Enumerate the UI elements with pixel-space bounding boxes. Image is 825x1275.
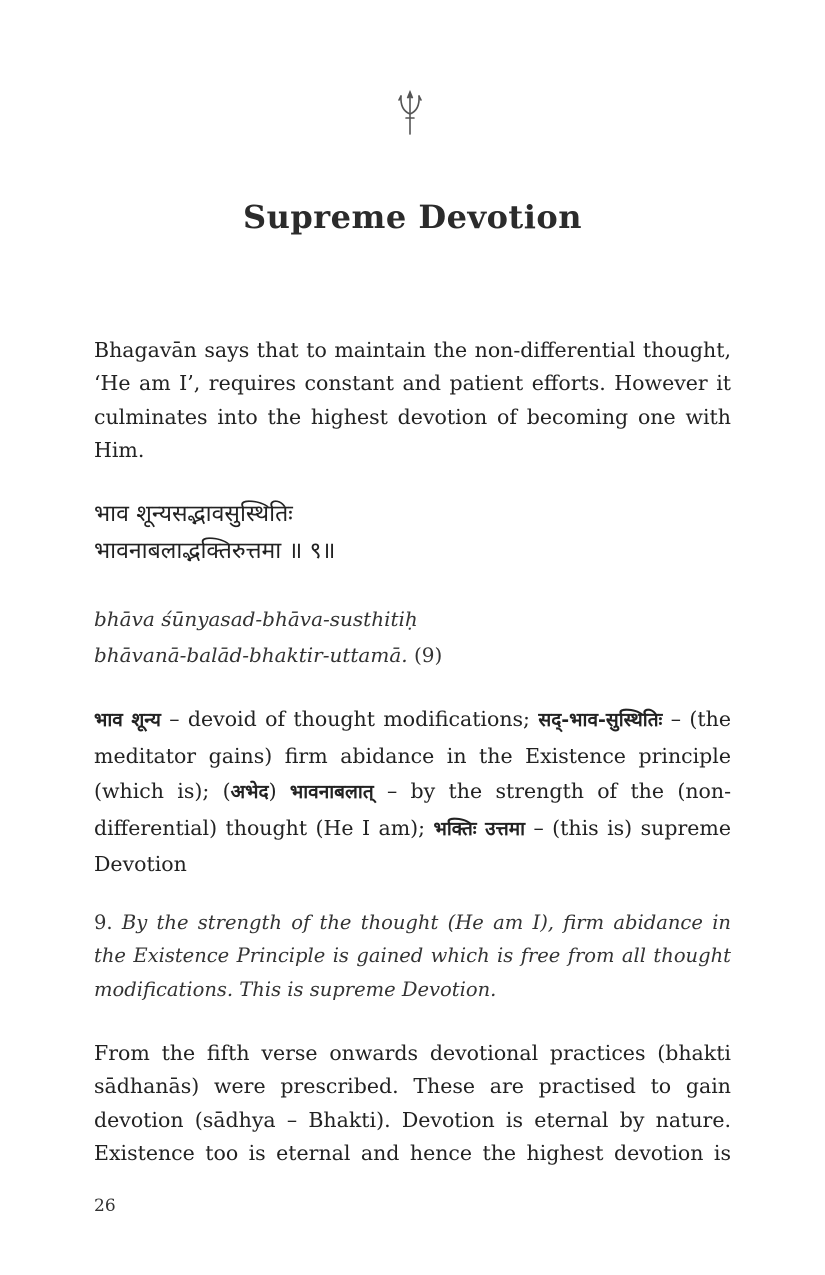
sanskrit-verse [94, 496, 731, 570]
trident-icon [396, 88, 424, 136]
transliteration-line-1: bhāva śūnyasad-bhāva-susthitiḥ [94, 607, 418, 631]
page-number: 26 [94, 1196, 116, 1216]
transliteration-line-2-text: bhāvanā-balād-bhaktir-uttamā. [94, 643, 408, 667]
sanskrit-verse-line-2: भावनाबलाद्भक्तिरुत्तमा ॥ ९॥ [94, 538, 336, 564]
transliteration-line-2 [94, 637, 731, 673]
gloss-meaning: – (this is) supreme Devotion [94, 815, 731, 876]
word-meanings [94, 702, 731, 883]
gloss-term: अभेद [230, 781, 269, 803]
commentary-paragraph: From the fifth verse onwards devotional practices (bhakti sādhanās) were prescribed. These are practised to gain devotion (sādhya – Bhakti). Devotion is eternal by nature. Existence too is eternal and hence the highest devotion is [94, 1041, 731, 1166]
gloss-term: सद्-भाव-सुस्थितिः [538, 709, 663, 731]
intro-paragraph: Bhagavān says that to maintain the non-differential thought, ‘He am I’, requires constant and patient efforts. However it culminates into the highest devotion of becoming one with Him. [94, 338, 731, 463]
verse-translation [94, 906, 731, 1006]
gloss-meaning: – (the meditator gains) firm abidance in the Existence principle (which is); ( [94, 707, 731, 803]
gloss-term: भावनाबलात् [289, 781, 374, 803]
gloss-term: भक्तिः उत्तमा [433, 817, 526, 840]
verse-number: (9) [413, 643, 443, 667]
gloss-meaning: – devoid of thought modifications; [160, 707, 539, 731]
gloss-term: भाव शून्य [94, 709, 161, 731]
page-title: Supreme Devotion [243, 198, 582, 236]
transliteration [94, 601, 731, 673]
translation-number: 9. [94, 911, 113, 934]
translation-text: By the strength of the thought (He am I), firm abidance in the Existence Principle is gained which is free from all thought modifications. This is supreme Devotion. [94, 911, 731, 1001]
gloss-meaning: – by the strength of the (non-differential) thought (He I am); [94, 779, 732, 840]
gloss-meaning: ) [268, 779, 290, 803]
sanskrit-verse-line-1: भाव शून्यसद्भावसुस्थितिः [94, 501, 293, 527]
